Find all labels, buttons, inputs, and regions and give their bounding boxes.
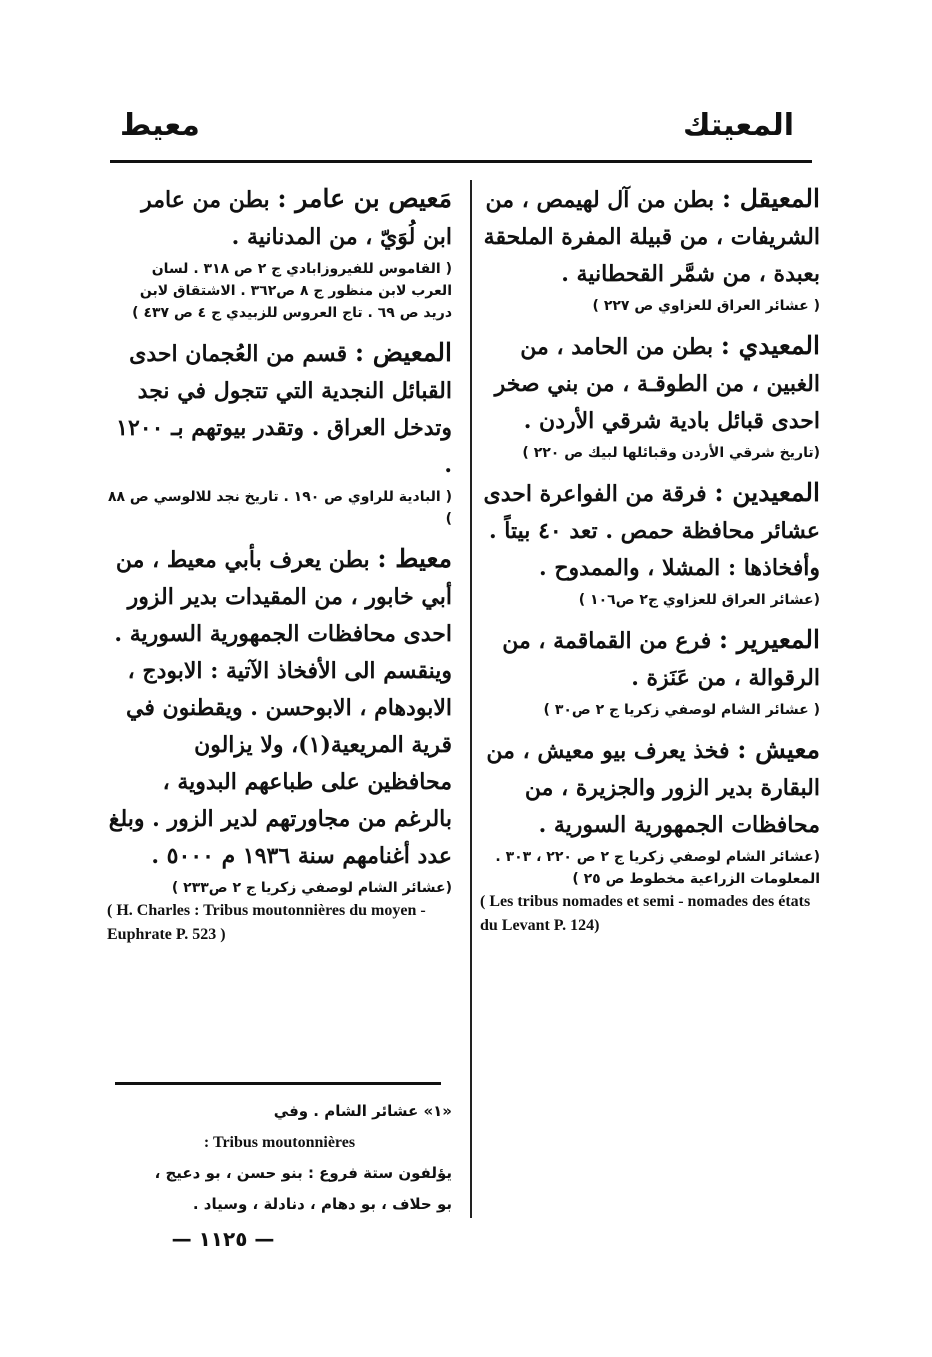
entry-text: بطن من آل لهيمص ، من الشريفات ، من قبيلة المفرة الملحقة بعبدة ، من شمَّر القحطانية . [483, 187, 820, 287]
page-number: — ١١٢٥ — [171, 1227, 275, 1251]
entry-citation: (عشائر الشام لوصفي زكريا ج ٢ ص٢٣٣ ) [171, 880, 452, 896]
entry-headword: المعيدي : [720, 331, 820, 360]
right-column [480, 180, 820, 948]
footnote-line: «١» عشائر الشام . وفي [273, 1102, 452, 1120]
entry-text: فرع من القماقمة ، من الرقوالة ، من عَنَزة . [502, 628, 820, 691]
entry-almuaydi [480, 327, 820, 464]
entry-almuayrir [480, 621, 820, 721]
entry-headword: معيش : [737, 735, 820, 764]
entry-muays-bin-amir [107, 180, 452, 324]
entry-headword: المعيدين : [714, 478, 820, 507]
entry-headword: المعيض : [354, 338, 452, 367]
entry-muaysh [480, 731, 820, 938]
footnote-line: بو حلاف ، بو دهام ، دنادلة ، وسياد . [192, 1195, 452, 1213]
header-rule [110, 160, 812, 163]
entry-citation: ( عشائر الشام لوصفي زكريا ج ٢ ص٣٠ ) [543, 702, 820, 718]
entry-headword: المعيرير : [718, 625, 820, 654]
entry-text: فخذ يعرف بيو معيش ، من البقارة بدير الزور والجزيرة ، من محافظات الجمهورية السورية . [486, 738, 820, 838]
entry-almuayqil [480, 180, 820, 317]
footnote-rule [115, 1082, 441, 1085]
entry-text: بطن من عامر ابن لُوَيّ ، من المدنانية . [141, 187, 452, 250]
entry-latin-citation: ( Les tribus nomades et semi - nomades des états du Levant P. 124) [480, 893, 811, 934]
entry-muayt [107, 540, 452, 947]
footnote [107, 1096, 452, 1220]
entry-citation: (تاريخ شرقي الأردن وقبائلها لبيك ص ٢٢٠ ) [522, 445, 820, 461]
running-header-right: المعيتك [682, 108, 794, 143]
entry-citation: ( البادية للراوي ص ١٩٠ . تاريخ نجد للالوسي ص ٨٨ ) [107, 489, 452, 527]
entry-headword: معيط : [377, 544, 452, 573]
entry-citation: (عشائر العراق للعزاوي ج٢ ص١٠٦ ) [578, 592, 820, 608]
column-divider [470, 180, 472, 1218]
running-header-left: معيط [120, 108, 200, 143]
entry-citation: (عشائر الشام لوصفي زكريا ج ٢ ص ٢٢٠ ، ٣٠٣ . المعلومات الزراعية مخطوط ص ٢٥ ) [495, 849, 820, 887]
footnote-line: : Tribus moutonnières [203, 1134, 356, 1151]
entry-citation: ( القاموس للفيروزابادي ج ٢ ص ٣١٨ . لسان العرب لابن منظور ج ٨ ص٣٦٢ . الاشتقاق لابن دريد ص ٦٩ . تاج العروس للزبيدي ج ٤ ص ٤٣٧ ) [132, 261, 452, 321]
entry-text: فرقة من الفواعرة احدى عشائر محافظة حمص . تعد ٤٠ بيتاً . وأفخاذها : المشلا ، والممدوح . [483, 481, 820, 581]
entry-text: بطن يعرف بأبي معيط ، من أبي خابور ، من المقيدات بدير الزور احدى محافظات الجمهورية السورية . وينقسم الى الأفخاذ الآتية : الابودج ، الابودهام ، الابوحسن . ويقطنون في قرية المريعية(١)، ولا يزالون محافظين على طباعهم البدوية ، بالرغم من مجاورتهم لدير الزور . وبلغ عدد أغنامهم سنة ١٩٣٦ م ٥٠٠٠ . [108, 547, 452, 869]
entry-citation: ( عشائر العراق للعزاوي ص ٢٢٧ ) [592, 298, 820, 314]
entry-text: قسم من العُجمان احدى القبائل النجدية التي تتجول في نجد وتدخل العراق . وتقدر بيوتهم بـ ١٢٠٠ . [116, 341, 452, 478]
entry-almuayd [107, 334, 452, 530]
left-column [107, 180, 452, 957]
entry-latin-citation: ( H. Charles : Tribus moutonnières du moyen - Euphrate P. 523 ) [107, 902, 426, 943]
entry-text: بطن من الحامد ، من الغبين ، من الطوقـة ، من بني صخر احدى قبائل بادية شرقي الأردن . [494, 334, 820, 434]
entry-headword: المعيقل : [721, 184, 820, 213]
entry-headword: مَعيص بن عامر : [277, 184, 452, 213]
entry-almuaydin [480, 474, 820, 611]
footnote-line: يؤلفون ستة فروع : بنو حسن ، بو دعيج ، [154, 1164, 452, 1182]
